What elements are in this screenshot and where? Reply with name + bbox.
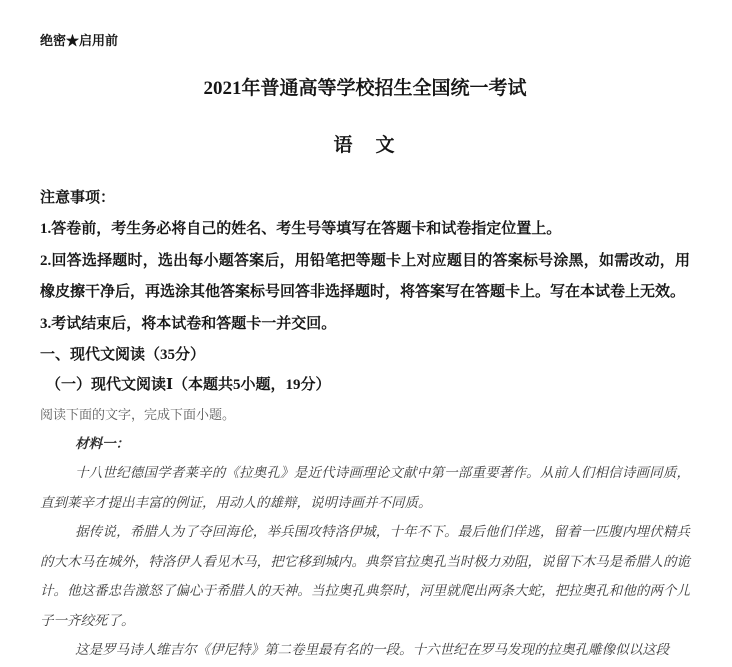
material-paragraph: 十八世纪德国学者莱辛的《拉奥孔》是近代诗画理论文献中第一部重要著作。从前人们相信诗画同质，直到莱辛才提出丰富的例证，用动人的雄辩，说明诗画并不同质。 — [40, 465, 690, 510]
material-paragraph: 据传说，希腊人为了夺回海伦，举兵围攻特洛伊城，十年不下。最后他们佯逃，留着一匹腹内埋伏精兵的大木马在城外，特洛伊人看见木马，把它移到城内。典祭官拉奥孔当时极力劝阻，说留下木马是希腊人的诡计。他这番忠告激怒了偏心于希腊人的天神。当拉奥孔典祭时，河里就爬出两条大蛇，把拉奥孔和他的两个儿子一齐绞死了。 — [40, 524, 690, 628]
reading-prompt: 阅读下面的文字，完成下面小题。 — [40, 407, 236, 422]
notice-item: 3.考试结束后，将本试卷和答题卡一并交回。 — [40, 315, 337, 332]
section-heading-modern-reading: 一、现代文阅读（35分） — [40, 347, 206, 363]
material-heading: 材料一： — [75, 436, 130, 451]
notice-item: 2.回答选择题时，选出每小题答案后，用铅笔把等题卡上对应题目的答案标号涂黑，如需改动，用橡皮擦干净后，再选涂其他答案标号回答非选择题时，将答案写在答题卡上。写在本试卷上无效。 — [40, 252, 690, 300]
notice-section — [40, 183, 690, 340]
subject-title: 语 文 — [333, 135, 397, 156]
section-subheading-reading-one: （一）现代文阅读Ⅰ（本题共5小题，19分） — [46, 377, 331, 393]
classification-label: 绝密★启用前 — [40, 33, 119, 48]
exam-title: 2021年普通高等学校招生全国统一考试 — [203, 78, 527, 99]
material-paragraph: 这是罗马诗人维吉尔《伊尼特》第二卷里最有名的一段。十六世纪在罗马发现的拉奥孔雕像似以这段 — [75, 642, 670, 657]
notice-heading: 注意事项： — [40, 190, 116, 206]
notice-item: 1.答卷前，考生务必将自己的姓名、考生号等填写在答题卡和试卷指定位置上。 — [40, 221, 562, 237]
material-section — [40, 430, 690, 665]
